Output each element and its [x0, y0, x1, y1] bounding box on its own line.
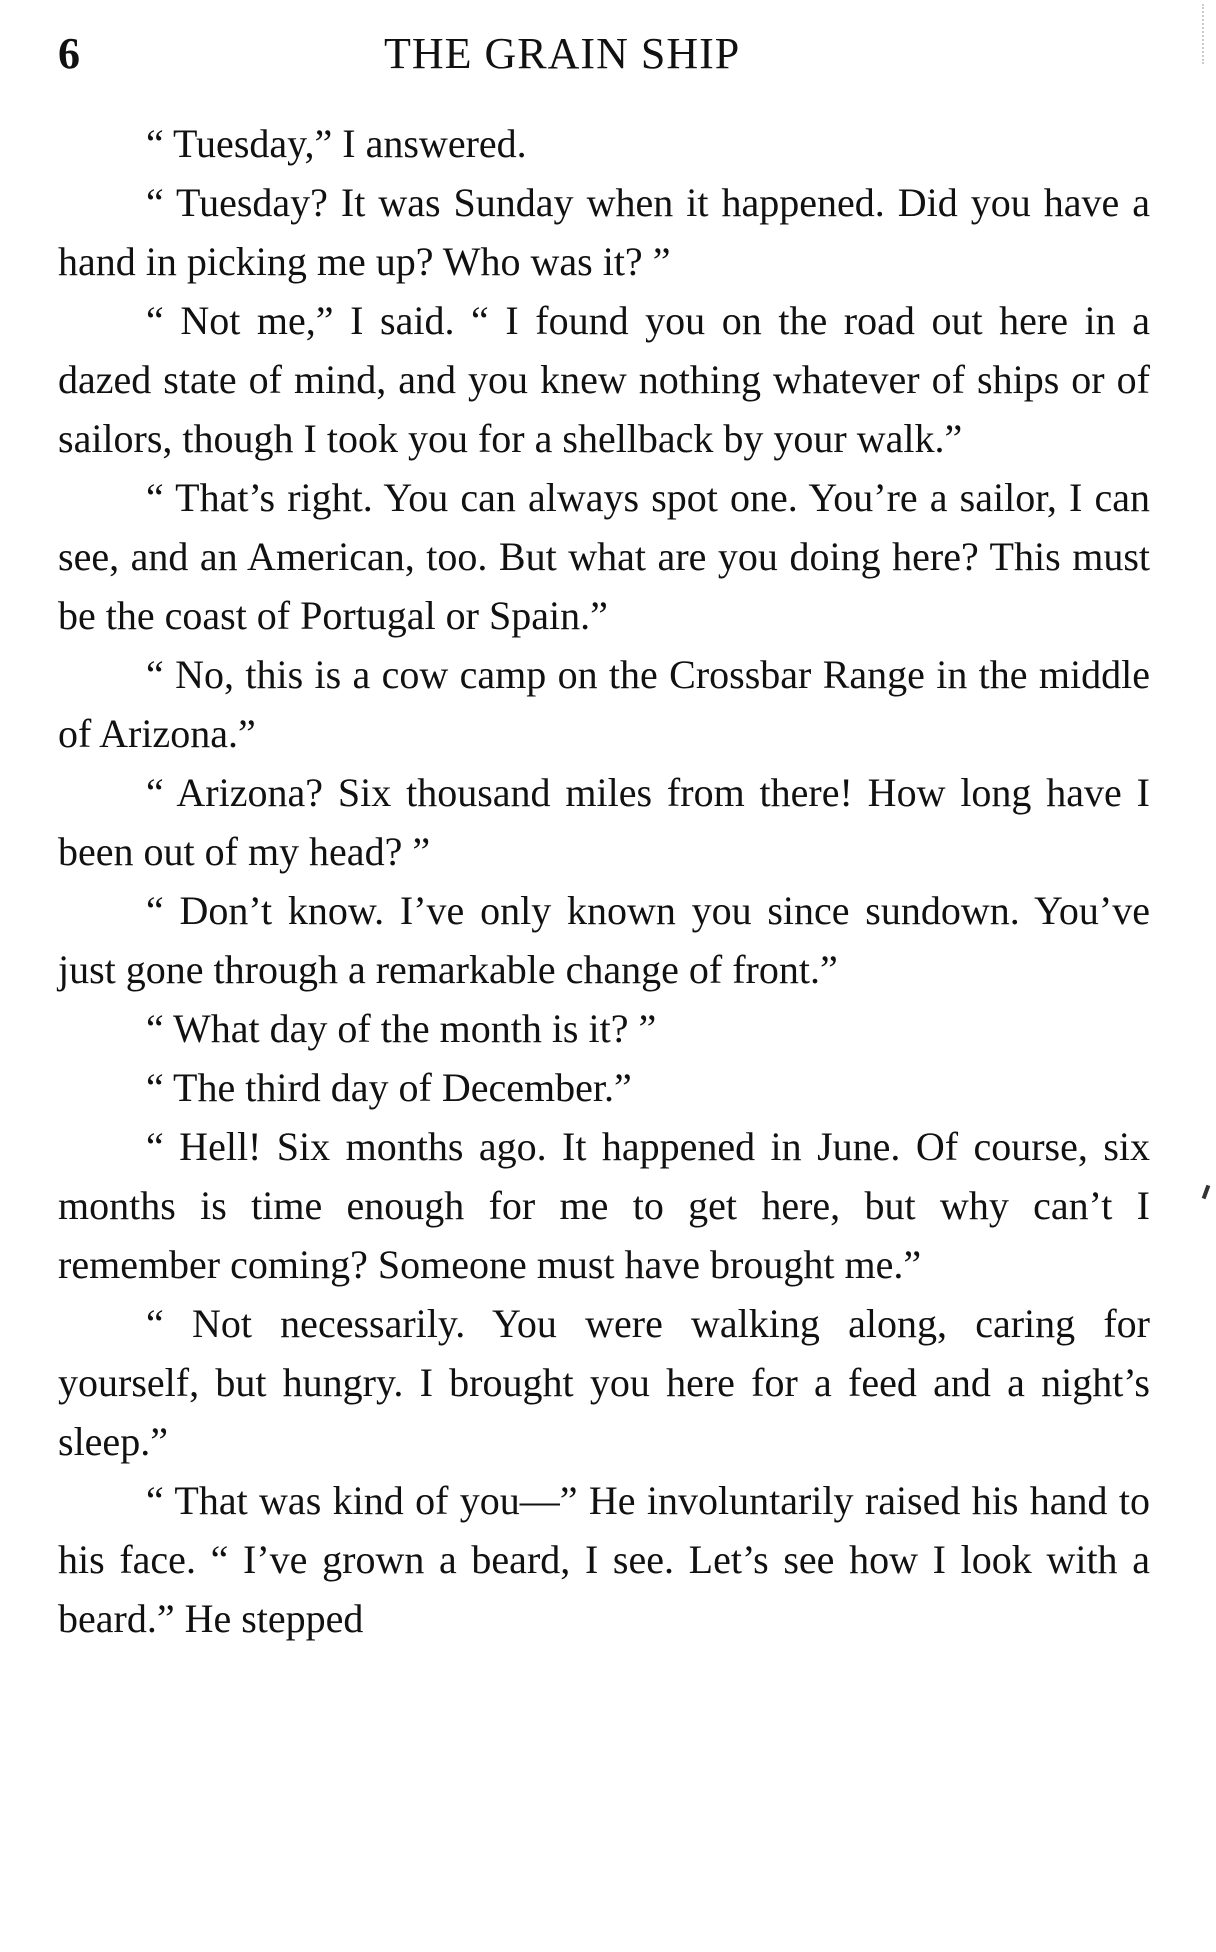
- page-header: [58, 28, 1158, 84]
- running-title: THE GRAIN SHIP: [384, 29, 741, 78]
- paragraph: “ Tuesday? It was Sunday when it happened. Did you have a hand in picking me up? Who was it? ”: [58, 180, 1150, 284]
- paragraph: “ What day of the month is it? ”: [146, 1006, 657, 1051]
- body-text: [58, 114, 1150, 1648]
- paragraph: “ That was kind of you—” He involuntarily raised his hand to his face. “ I’ve grown a beard, I see. Let’s see how I look with a beard.” He stepped: [58, 1478, 1150, 1641]
- paragraph: “ Not me,” I said. “ I found you on the road out here in a dazed state of mind, and you knew nothing whatever of ships or of sailors, though I took you for a shellback by your walk.”: [58, 298, 1150, 461]
- paragraph: “ Don’t know. I’ve only known you since sundown. You’ve just gone through a remarkable change of front.”: [58, 888, 1150, 992]
- paragraph: “ Hell! Six months ago. It happened in June. Of course, six months is time enough for me to get here, but why can’t I remember coming? Someone must have brought me.”: [58, 1124, 1150, 1287]
- paragraph: “ Not necessarily. You were walking along, caring for yourself, but hungry. I brought you here for a feed and a night’s sleep.”: [58, 1301, 1150, 1464]
- paragraph: “ Arizona? Six thousand miles from there! How long have I been out of my head? ”: [58, 770, 1150, 874]
- paragraph: “ The third day of December.”: [146, 1065, 632, 1110]
- paragraph: “ No, this is a cow camp on the Crossbar Range in the middle of Arizona.”: [58, 652, 1150, 756]
- paragraph: “ Tuesday,” I answered.: [146, 121, 527, 166]
- margin-mark: [1202, 1185, 1211, 1200]
- paragraph: “ That’s right. You can always spot one. You’re a sailor, I can see, and an American, too. But what are you doing here? This must be the coast of Portugal or Spain.”: [58, 475, 1150, 638]
- page-edge-speckle: [1184, 4, 1204, 64]
- page-number: 6: [58, 29, 80, 78]
